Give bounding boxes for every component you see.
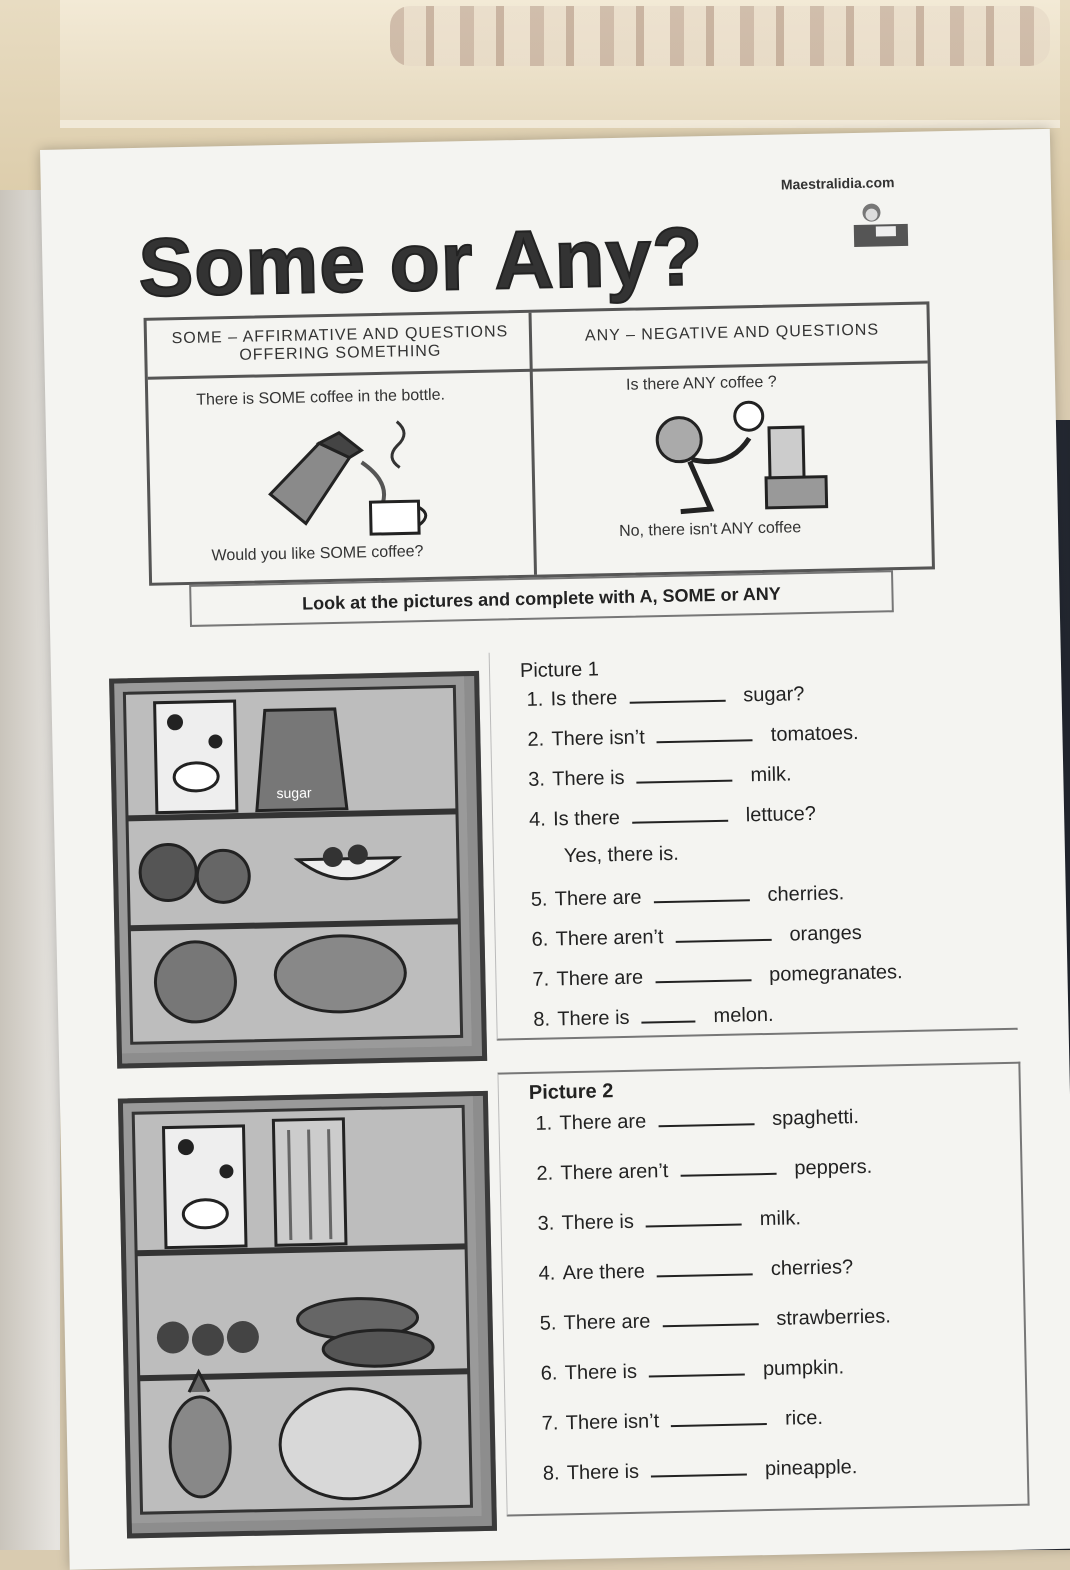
some-example-2: Would you like SOME coffee? [211, 543, 424, 565]
answer-blank[interactable] [636, 762, 732, 784]
exercise-1-item-3: 3. There is milk. [528, 763, 792, 791]
coffee-pot-icon [249, 411, 442, 540]
answer-blank[interactable] [675, 921, 771, 943]
shelf-ornaments [390, 6, 1050, 66]
exercise-1-item-6: 6. There aren’t oranges [531, 921, 862, 951]
answer-blank[interactable] [632, 802, 728, 824]
rules-box [144, 301, 935, 585]
fridge-2-illustration [118, 1091, 497, 1539]
answer-blank[interactable] [657, 721, 753, 743]
some-example-1: There is SOME coffee in the bottle. [196, 386, 446, 409]
some-heading: SOME – AFFIRMATIVE AND QUESTIONS OFFERING SOMETHING [171, 323, 509, 364]
exercise-2-item-1: 1. There are spaghetti. [535, 1106, 860, 1135]
exercise-1-heading: Picture 1 [519, 658, 600, 683]
answer-blank[interactable] [653, 881, 749, 903]
exercise-1-item-4: 4. Is there lettuce? [528, 802, 817, 831]
answer-blank[interactable] [655, 961, 751, 983]
exercise-1-answer-4: Yes, there is. [563, 842, 679, 868]
answer-blank[interactable] [649, 1356, 745, 1378]
exercise-2-item-7: 7. There isn’t rice. [541, 1406, 824, 1435]
exercise-2-item-5: 5. There are strawberries. [539, 1305, 892, 1335]
teacher-icon [849, 200, 912, 251]
answer-blank[interactable] [658, 1105, 754, 1127]
any-heading: ANY – NEGATIVE AND QUESTIONS [584, 321, 880, 345]
answer-blank[interactable] [629, 682, 725, 704]
answer-blank[interactable] [641, 1002, 695, 1023]
any-example-2: No, there isn't ANY coffee [618, 519, 802, 540]
exercise-1-item-2: 2. There isn’t tomatoes. [527, 721, 859, 751]
answer-blank[interactable] [680, 1155, 776, 1177]
answer-blank[interactable] [657, 1255, 753, 1277]
exercise-2-item-3: 3. There is milk. [537, 1207, 802, 1235]
background-shelf [60, 0, 1060, 128]
exercise-1-item-8: 8. There is melon. [533, 1003, 774, 1031]
worksheet-paper [40, 129, 1070, 1570]
answer-blank[interactable] [662, 1305, 758, 1327]
coffee-machine-icon [638, 396, 840, 520]
answer-blank[interactable] [651, 1455, 747, 1477]
sugar-bag-label: sugar [276, 784, 312, 802]
any-example-1: Is there ANY coffee ? [625, 373, 777, 394]
exercise-2 [497, 1062, 1029, 1517]
page-title: Some or Any? [137, 211, 705, 314]
exercise-1 [489, 642, 1018, 1041]
answer-blank[interactable] [646, 1206, 742, 1228]
exercise-1-item-7: 7. There are pomegranates. [532, 961, 903, 991]
instruction-banner: Look at the pictures and complete with A, SOME or ANY [189, 570, 894, 627]
brand-label: Maestralidia.com [780, 174, 895, 193]
fridge-1-illustration [109, 671, 487, 1069]
exercise-2-item-8: 8. There is pineapple. [542, 1456, 858, 1485]
exercise-2-item-6: 6. There is pumpkin. [540, 1356, 845, 1385]
exercise-2-item-4: 4. Are there cherries? [538, 1256, 854, 1285]
exercise-1-item-5: 5. There are cherries. [530, 882, 845, 911]
exercise-2-item-2: 2. There aren’t peppers. [536, 1155, 873, 1185]
exercise-2-heading: Picture 2 [528, 1080, 614, 1104]
answer-blank[interactable] [671, 1405, 767, 1427]
exercise-1-item-1: 1. Is there sugar? [526, 683, 805, 711]
rules-divider [529, 313, 537, 575]
